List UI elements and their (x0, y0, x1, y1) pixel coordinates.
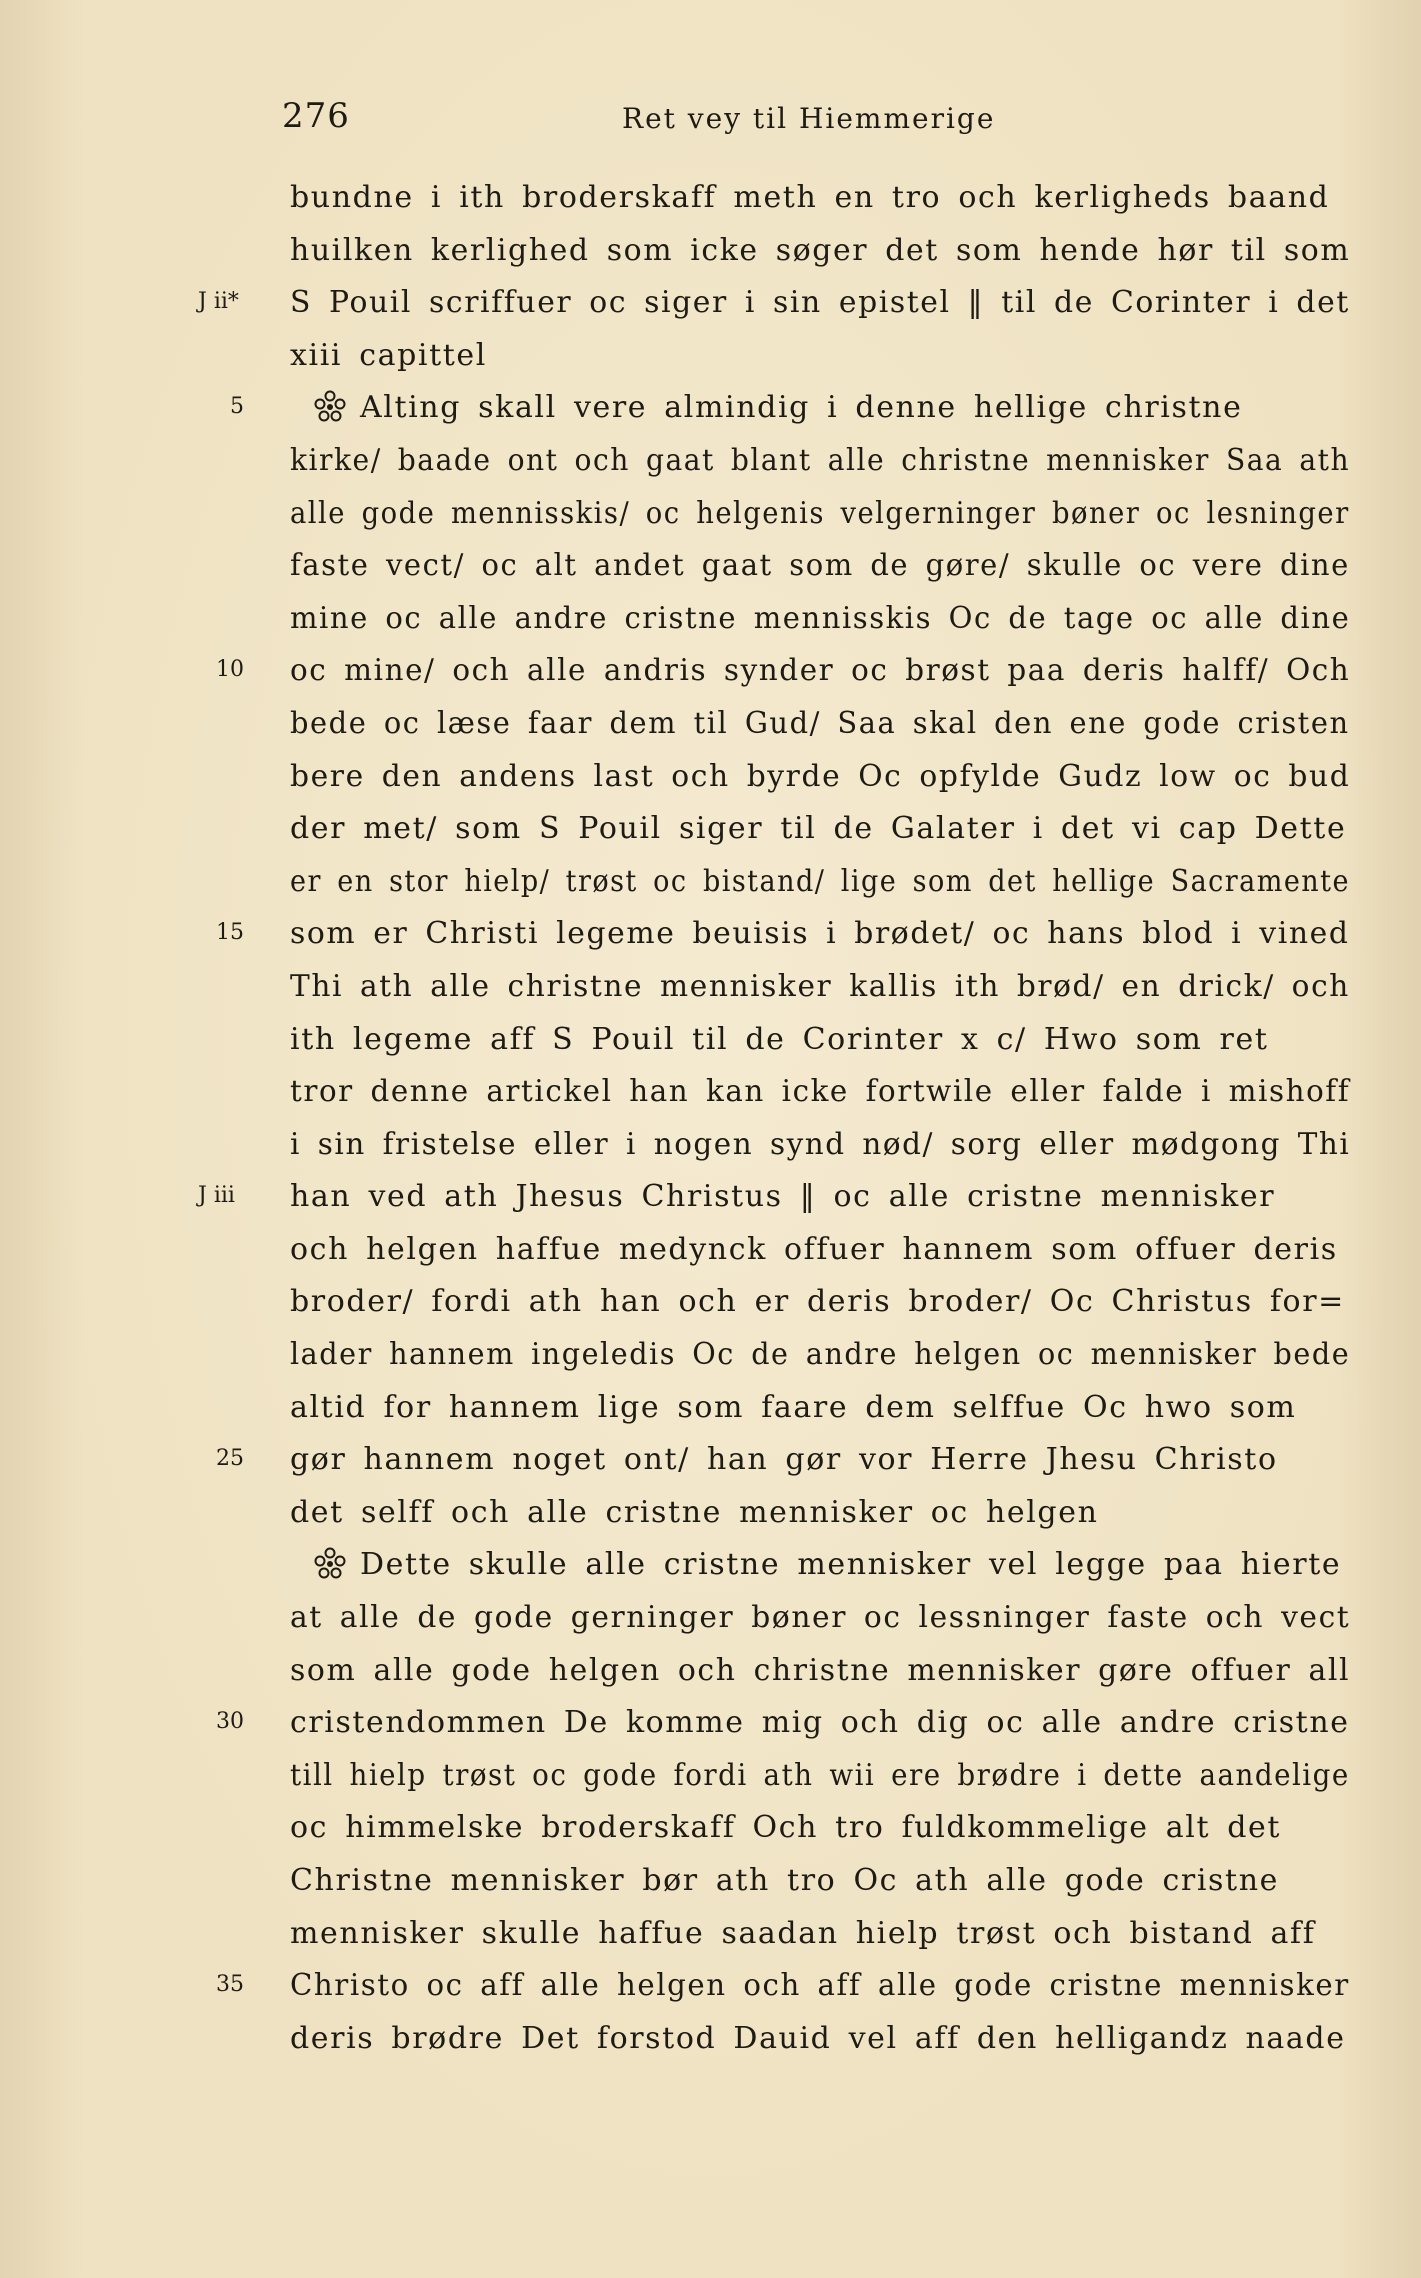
line-number: 30 (216, 1709, 244, 1735)
line-text: der met/ som S Pouil siger til de Galater i det vi cap Dette (290, 811, 1347, 847)
text-line (0, 1014, 1421, 1067)
line-text: och helgen haffue medynck offuer hannem som offuer deris (290, 1231, 1338, 1267)
line-text: broder/ fordi ath han och er deris broder/ Oc Christus for= (290, 1284, 1345, 1320)
text-line (0, 1487, 1421, 1540)
running-title: Ret vey til Hiemmerige (622, 102, 996, 135)
line-text: bundne i ith broderskaff meth en tro och kerligheds baand (290, 180, 1330, 215)
line-text: er en stor hielp/ trøst oc bistand/ lige som det hellige Sacramente (290, 863, 1350, 899)
text-body (0, 172, 1421, 2065)
paragraph-flower-icon (312, 388, 348, 424)
text-line (0, 593, 1421, 646)
text-line (0, 1750, 1421, 1803)
line-text: at alle de gode gerninger bøner oc lessninger faste och vect (290, 1600, 1351, 1636)
line-text: altid for hannem lige som faare dem selffue Oc hwo som (290, 1389, 1297, 1425)
text-line (0, 540, 1421, 593)
text-line (0, 1908, 1421, 1961)
text-line (0, 172, 1421, 225)
line-number: 5 (230, 394, 244, 420)
line-text: tror denne artickel han kan icke fortwile eller falde i mishoff (290, 1074, 1351, 1110)
text-line (0, 1539, 1421, 1592)
text-line (0, 1119, 1421, 1172)
text-line (0, 2013, 1421, 2066)
line-text: S Pouil scriffuer oc siger i sin epistel ‖ til de Corinter i det (290, 285, 1350, 321)
text-line (0, 1697, 1421, 1750)
line-text: gør hannem noget ont/ han gør vor Herre Jhesu Christo (290, 1442, 1278, 1478)
line-text: Dette skulle alle cristne mennisker vel legge paa hierte (360, 1547, 1342, 1583)
line-text: i sin fristelse eller i nogen synd nød/ sorg eller mødgong Thi (290, 1126, 1351, 1162)
signature-marker: J ii* (198, 289, 239, 315)
line-text: han ved ath Jhesus Christus ‖ oc alle cristne mennisker (290, 1179, 1276, 1215)
text-line (0, 1855, 1421, 1908)
line-text: Thi ath alle christne mennisker kallis ith brød/ en drick/ och (290, 968, 1350, 1004)
text-line (0, 488, 1421, 541)
text-line (0, 1224, 1421, 1277)
line-text: som alle gode helgen och christne mennisker gøre offuer all (290, 1652, 1351, 1688)
text-line (0, 751, 1421, 804)
line-text: Alting skall vere almindig i denne hellige christne (360, 390, 1243, 426)
line-text: bede oc læse faar dem til Gud/ Saa skal den ene gode cristen (290, 705, 1350, 741)
text-line (0, 1276, 1421, 1329)
text-line (0, 277, 1421, 330)
text-line (0, 1645, 1421, 1698)
text-line (0, 1592, 1421, 1645)
text-line (0, 330, 1421, 383)
page-header (282, 96, 1332, 146)
text-line (0, 1382, 1421, 1435)
line-text: cristendommen De komme mig och dig oc alle andre cristne (290, 1705, 1350, 1741)
line-number: 10 (216, 657, 244, 683)
line-text: huilken kerlighed som icke søger det som hende hør til som (290, 232, 1351, 268)
text-line (0, 225, 1421, 278)
signature-marker: J iii (198, 1183, 235, 1209)
line-text: mennisker skulle haffue saadan hielp trøst och bistand aff (290, 1915, 1316, 1951)
line-text: det selff och alle cristne mennisker oc helgen (290, 1494, 1099, 1530)
text-line (0, 961, 1421, 1014)
line-text: mine oc alle andre cristne mennisskis Oc de tage oc alle dine (290, 600, 1351, 636)
line-text: kirke/ baade ont och gaat blant alle christne mennisker Saa ath (290, 442, 1351, 478)
line-number: 35 (216, 1972, 244, 1998)
text-line (0, 856, 1421, 909)
text-line (0, 1960, 1421, 2013)
line-text: bere den andens last och byrde Oc opfylde Gudz low oc bud (290, 758, 1351, 794)
page-number: 276 (282, 96, 350, 136)
line-text: faste vect/ oc alt andet gaat som de gøre/ skulle oc vere dine (290, 548, 1350, 584)
line-text: oc himmelske broderskaff Och tro fuldkommelige alt det (290, 1810, 1282, 1846)
line-text: oc mine/ och alle andris synder oc brøst paa deris halff/ Och (290, 653, 1351, 689)
text-line (0, 1066, 1421, 1119)
line-text: xiii capittel (290, 337, 487, 373)
line-text: lader hannem ingeledis Oc de andre helgen oc mennisker bede (290, 1337, 1351, 1373)
text-line (0, 803, 1421, 856)
line-number: 15 (216, 920, 244, 946)
line-number: 25 (216, 1446, 244, 1472)
text-line (0, 435, 1421, 488)
line-text: Christo oc aff alle helgen och aff alle gode cristne mennisker (290, 1968, 1350, 2004)
line-text: till hielp trøst oc gode fordi ath wii ere brødre i dette aandelige (290, 1757, 1350, 1793)
text-line (0, 698, 1421, 751)
text-line (0, 908, 1421, 961)
line-text: ith legeme aff S Pouil til de Corinter x c/ Hwo som ret (290, 1021, 1269, 1057)
text-line (0, 1802, 1421, 1855)
line-text: Christne mennisker bør ath tro Oc ath alle gode cristne (290, 1863, 1279, 1898)
text-line (0, 1171, 1421, 1224)
text-line (0, 1329, 1421, 1382)
text-line (0, 645, 1421, 698)
paragraph-flower-icon (312, 1545, 348, 1581)
line-text: deris brødre Det forstod Dauid vel aff den helligandz naade (290, 2020, 1346, 2056)
line-text: alle gode mennisskis/ oc helgenis velgerninger bøner oc lesninger (290, 495, 1350, 531)
line-text: som er Christi legeme beuisis i brødet/ oc hans blod i vined (290, 916, 1350, 952)
text-line (0, 382, 1421, 435)
text-line (0, 1434, 1421, 1487)
